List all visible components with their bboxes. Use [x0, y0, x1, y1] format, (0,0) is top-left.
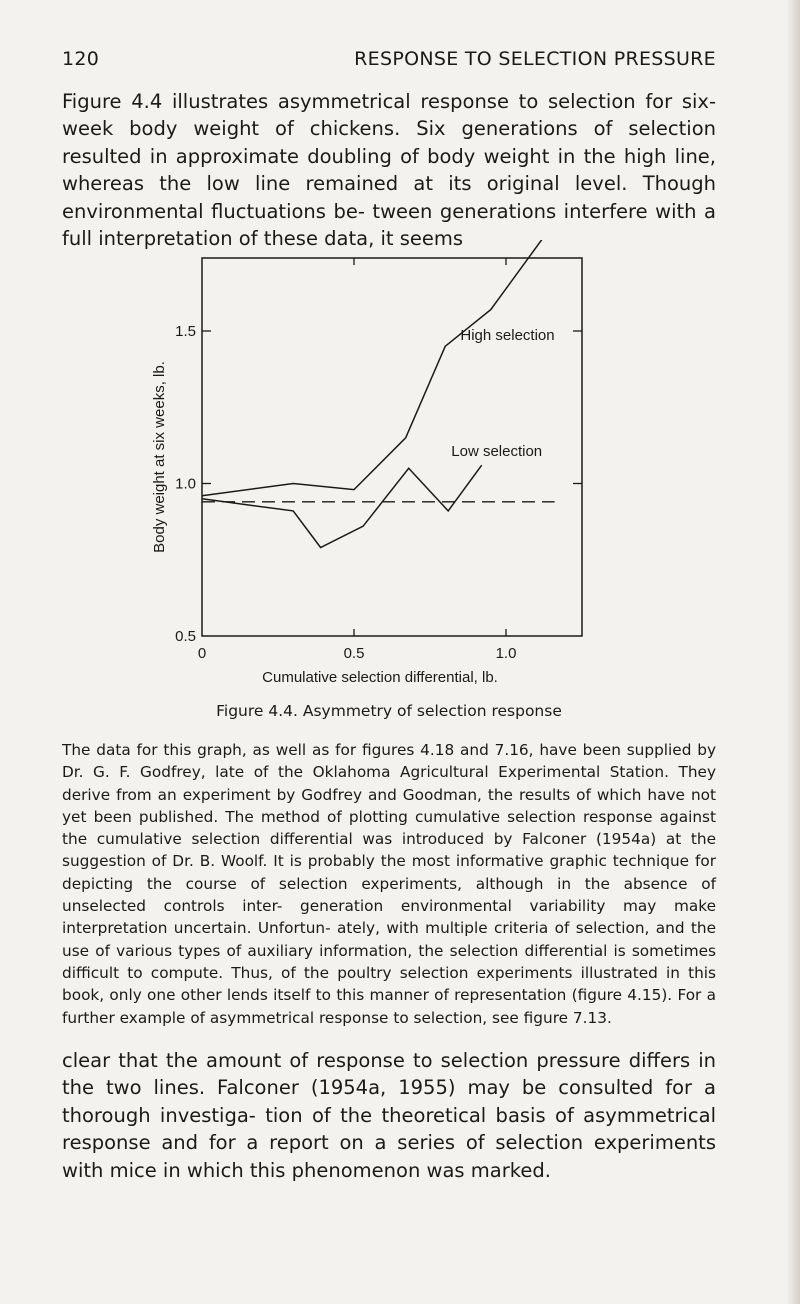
page-number: 120 — [62, 48, 100, 70]
x-tick-label: 0 — [197, 645, 207, 662]
y-tick-label: 0.5 — [175, 628, 196, 645]
series-label-low-selection: Low selection — [451, 443, 543, 461]
series-label-high-selection: High selection — [460, 327, 555, 345]
y-axis-label: Body weight at six weeks, lb. — [151, 361, 168, 553]
chart-svg — [140, 240, 600, 690]
running-head: RESPONSE TO SELECTION PRESSURE — [354, 48, 716, 70]
y-tick-label: 1.0 — [175, 475, 196, 493]
x-axis-label: Cumulative selection differential, lb. — [262, 669, 498, 686]
y-tick-label: 1.5 — [175, 323, 196, 340]
figure-4-4 — [140, 240, 600, 690]
figure-caption: Figure 4.4. Asymmetry of selection response — [216, 702, 562, 720]
figure-note: The data for this graph, as well as for figures 4.18 and 7.16, have been supplied by Dr. G. F. Godfrey, late of the Oklahoma Agricultural Experimental Station. They derive from an experiment by Godfrey and Goodman, the results of which have not yet been published. The method of plotting cumulative selection response against the cumulative selection differential was introduced by Falconer (1954a) at the suggestion of Dr. B. Woolf. It is probably the most informative graphic technique for depicting the course of selection experiments, although in the absence of unselected controls inter- generation environmental variability may make interpretation uncertain. Unfortun- ately, with multiple criteria of selection, and the use of various types of auxiliary information, the selection differential is sometimes difficult to compute. Thus, of the poultry selection experiments illustrated in this book, only one other lends itself to this manner of representation (figure 4.15). For a further example of asymmetrical response to selection, see figure 7.13. — [62, 741, 716, 1027]
x-tick-label: 0.5 — [343, 645, 365, 662]
body-paragraph-top: Figure 4.4 illustrates asymmetrical response to selection for six-week body weight of chickens. Six generations of selection resulted in approximate doubling of body weight in the high line, whereas the low line remained at its original level. Though environmental fluctuations be- tween generations interfere with a full interpretation of these data, it seems — [62, 90, 716, 251]
series-line-low-selection — [202, 465, 482, 547]
page-edge-shadow — [786, 0, 800, 1304]
x-tick-label: 1.0 — [495, 645, 517, 662]
body-paragraph-bottom: clear that the amount of response to selection pressure differs in the two lines. Falconer (1954a, 1955) may be consulted for a thorough investiga- tion of the theoretical basis of asymmetrical response and for a report on a series of selection experiments with mice in which this phenomenon was marked. — [62, 1049, 716, 1182]
